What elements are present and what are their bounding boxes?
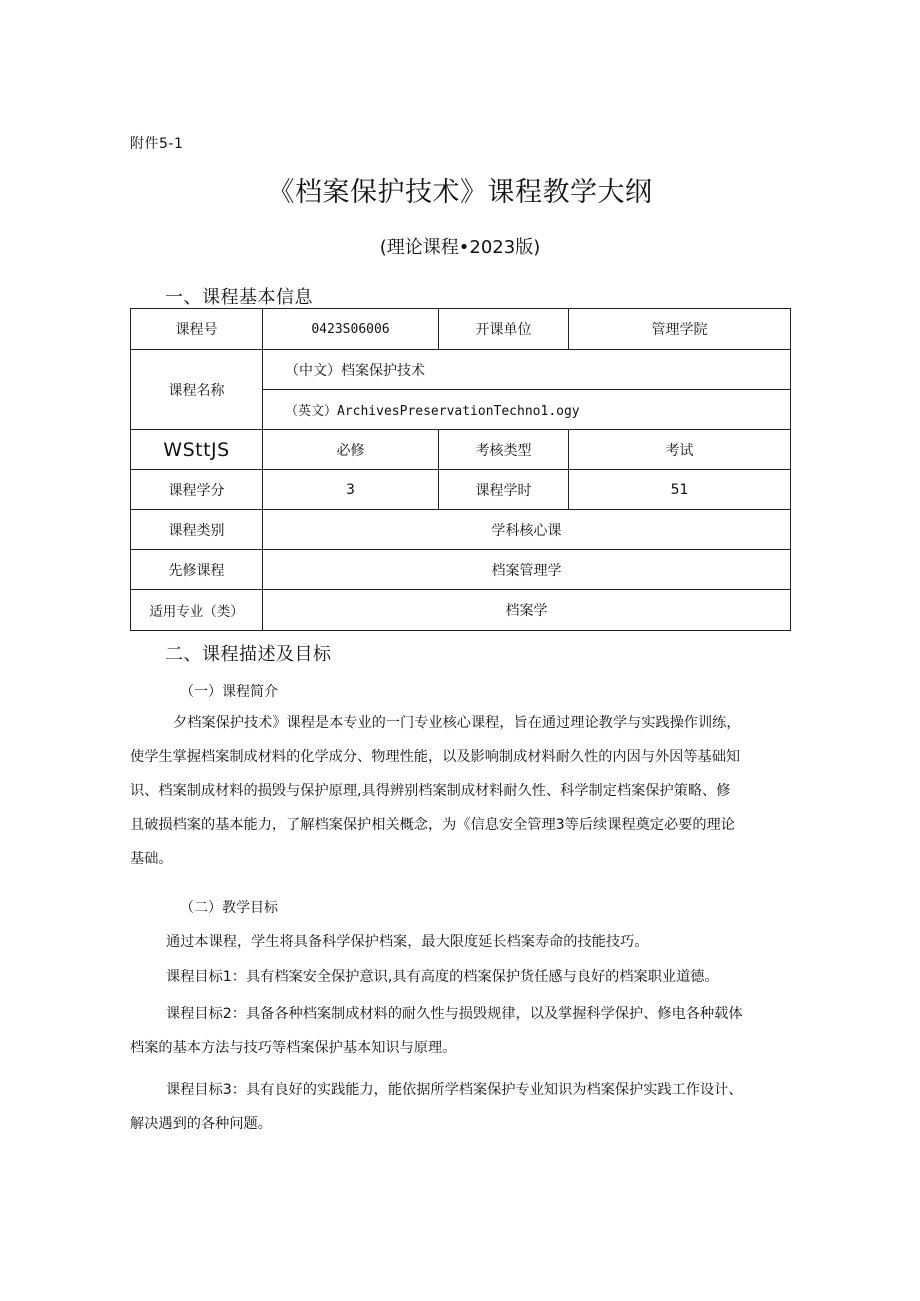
course-intro-heading: （一）课程简介 (180, 684, 278, 700)
paragraph-line: 且破损档案的基本能力，了解档案保护相关概念，为《信息安全管理3等后续课程奠定必要的理论 (130, 817, 735, 833)
prerequisite-value: 档案管理学 (263, 550, 791, 590)
hours-value: 51 (569, 470, 791, 510)
credits-value: 3 (263, 470, 439, 510)
course-goal-3 (130, 1073, 792, 1141)
section-description-heading: 二、课程描述及目标 (165, 644, 332, 665)
teaching-goals-heading: （二）教学目标 (180, 900, 278, 916)
applicable-major-label: 适用专业（类） (131, 590, 263, 631)
paragraph-line: 使学生掌握档案制成材料的化学成分、物理性能，以及影响制成材料耐久性的内因与外因等基础知 (130, 749, 741, 765)
table-row (131, 590, 791, 631)
table-row (131, 550, 791, 590)
course-goal-1: 课程目标1：具有档案安全保护意识,具有高度的档案保护货任感与良好的档案职业道德。 (166, 969, 719, 985)
applicable-major-value: 档案学 (263, 590, 791, 631)
course-name-label: 课程名称 (131, 350, 263, 430)
paragraph-line: 基础。 (130, 851, 173, 867)
hours-label: 课程学时 (439, 470, 569, 510)
table-row (131, 430, 791, 470)
offering-unit-value: 管理学院 (569, 309, 791, 350)
paragraph-line: 夕档案保护技术》课程是本专业的一门专业核心课程，旨在通过理论教学与实践操作训练， (173, 715, 741, 731)
goals-overview: 通过本课程，学生将具备科学保护档案，最大限度延长档案寿命的技能技巧。 (166, 934, 649, 950)
course-name-en: （英文）ArchivesPreservationTechno1.ogy (263, 390, 791, 430)
document-title: 《档案保护技术》课程教学大纲 (267, 177, 653, 208)
prerequisite-label: 先修课程 (131, 550, 263, 590)
document-subtitle: (理论课程•2023版) (379, 237, 541, 258)
course-info-table (130, 308, 791, 631)
credits-label: 课程学分 (131, 470, 263, 510)
attachment-label: 附件5-1 (130, 136, 184, 152)
paragraph-line: 档案的基本方法与技巧等档案保护基本知识与原理。 (130, 1040, 457, 1056)
paragraph-line: 识、档案制成材料的损毁与保护原理,具得辨别档案制成材料耐久性、科学制定档案保护策略、修 (130, 783, 731, 799)
course-name-cn: （中文）档案保护技术 (263, 350, 791, 390)
course-goal-2 (130, 997, 792, 1065)
table-row (131, 470, 791, 510)
paragraph-line: 解决遇到的各种问题。 (130, 1116, 272, 1132)
table-row (131, 309, 791, 350)
paragraph-line: 课程目标2：具备各种档案制成材料的耐久性与损毁规律，以及掌握科学保护、修电各种载体 (166, 1006, 743, 1022)
section-basic-info-heading: 一、课程基本信息 (165, 287, 313, 308)
offering-unit-label: 开课单位 (439, 309, 569, 350)
course-code-value: 0423S06006 (263, 309, 439, 350)
assessment-type-value: 考试 (569, 430, 791, 470)
paragraph-line: 课程目标3：具有良好的实践能力，能依据所学档案保护专业知识为档案保护实践工作设计、 (166, 1082, 743, 1098)
course-nature-label: WSttJS (131, 430, 263, 470)
course-category-label: 课程类别 (131, 510, 263, 550)
course-intro-paragraph (130, 706, 792, 876)
course-code-label: 课程号 (131, 309, 263, 350)
course-nature-value: 必修 (263, 430, 439, 470)
table-row (131, 350, 791, 390)
table-row (131, 510, 791, 550)
assessment-type-label: 考核类型 (439, 430, 569, 470)
course-category-value: 学科核心课 (263, 510, 791, 550)
